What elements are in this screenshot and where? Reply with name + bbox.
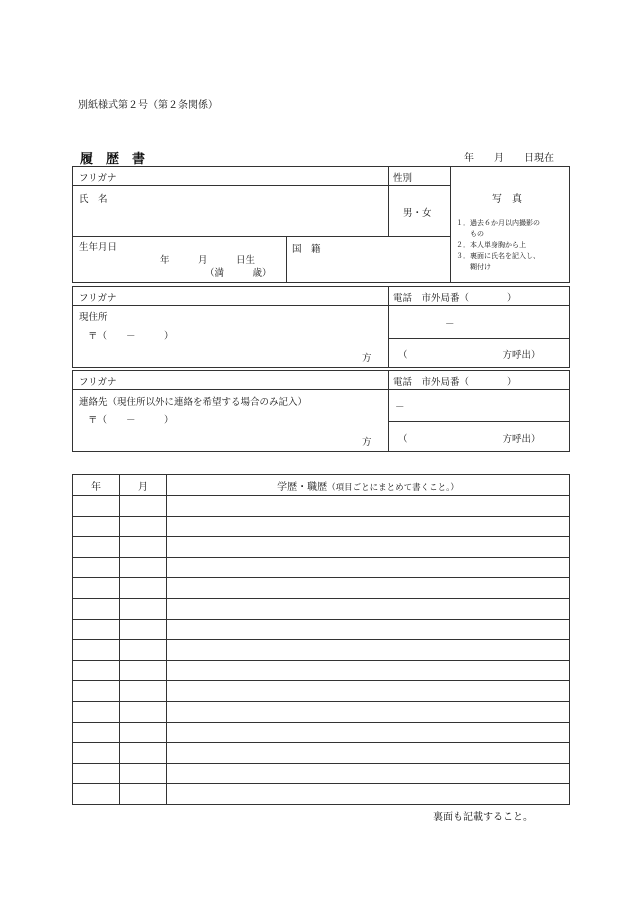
gender-value[interactable]: 男・女	[403, 208, 432, 219]
month-cell[interactable]	[120, 681, 167, 702]
month-cell[interactable]	[120, 578, 167, 599]
month-cell[interactable]	[120, 763, 167, 784]
date-line: 年 月 日現在	[464, 153, 554, 164]
content-cell[interactable]	[167, 722, 570, 743]
year-cell[interactable]	[73, 743, 120, 764]
address-phone-label[interactable]: 電話 市外局番（ ）	[393, 293, 517, 304]
month-cell[interactable]	[120, 743, 167, 764]
content-cell[interactable]	[167, 557, 570, 578]
contact-care-of: 方	[362, 437, 372, 448]
table-row	[73, 722, 570, 743]
birthdate-label: 生年月日	[79, 242, 118, 253]
name-field[interactable]	[80, 204, 384, 232]
birthdate-format[interactable]: 年 月 日生	[160, 255, 256, 266]
content-cell[interactable]	[167, 743, 570, 764]
photo-title: 写 真	[492, 194, 522, 205]
nationality-field[interactable]	[292, 254, 442, 280]
year-cell[interactable]	[73, 784, 120, 805]
form-reference: 別紙様式第２号（第２条関係）	[78, 100, 218, 111]
content-cell[interactable]	[167, 701, 570, 722]
year-cell[interactable]	[73, 722, 120, 743]
table-row	[73, 660, 570, 681]
current-care-of: 方	[362, 353, 372, 364]
content-cell[interactable]	[167, 763, 570, 784]
year-cell[interactable]	[73, 681, 120, 702]
table-row	[73, 701, 570, 722]
table-row	[73, 619, 570, 640]
month-cell[interactable]	[120, 496, 167, 517]
table-row	[73, 516, 570, 537]
year-cell[interactable]	[73, 557, 120, 578]
table-row	[73, 743, 570, 764]
current-address-label: 現住所	[79, 312, 108, 323]
table-row	[73, 496, 570, 517]
content-cell[interactable]	[167, 537, 570, 558]
year-cell[interactable]	[73, 640, 120, 661]
year-cell[interactable]	[73, 701, 120, 722]
current-call-suffix[interactable]: （ 方呼出）	[398, 350, 541, 361]
month-cell[interactable]	[120, 701, 167, 722]
contact-address-label: 連絡先（現住所以外に連絡を希望する場合のみ記入）	[79, 397, 308, 408]
current-phone-dash[interactable]: －	[445, 319, 455, 330]
year-cell[interactable]	[73, 660, 120, 681]
name-label: 氏 名	[79, 194, 108, 205]
col-month: 月	[120, 475, 167, 496]
furigana-label: フリガナ	[79, 173, 117, 184]
content-cell[interactable]	[167, 640, 570, 661]
month-cell[interactable]	[120, 516, 167, 537]
gender-label: 性別	[393, 173, 413, 184]
history-table-header	[73, 475, 570, 496]
month-cell[interactable]	[120, 640, 167, 661]
month-cell[interactable]	[120, 722, 167, 743]
month-cell[interactable]	[120, 557, 167, 578]
contact-phone-label[interactable]: 電話 市外局番（ ）	[393, 377, 517, 388]
content-cell[interactable]	[167, 619, 570, 640]
year-cell[interactable]	[73, 763, 120, 784]
table-row	[73, 681, 570, 702]
year-cell[interactable]	[73, 537, 120, 558]
content-cell[interactable]	[167, 516, 570, 537]
col-year: 年	[73, 475, 120, 496]
photo-notes: １．過去６か月以内撮影の もの ２．本人単身胸から上 ３．裏面に氏名を記入し、 糊付け	[456, 219, 540, 271]
table-row	[73, 640, 570, 661]
page-title: 履 歴 書	[80, 152, 146, 167]
month-cell[interactable]	[120, 660, 167, 681]
year-cell[interactable]	[73, 496, 120, 517]
month-cell[interactable]	[120, 598, 167, 619]
content-cell[interactable]	[167, 681, 570, 702]
table-row	[73, 784, 570, 805]
year-cell[interactable]	[73, 578, 120, 599]
footer-note: 裏面も記載すること。	[433, 812, 533, 823]
history-table	[72, 474, 570, 805]
content-cell[interactable]	[167, 660, 570, 681]
table-row	[73, 537, 570, 558]
table-row	[73, 557, 570, 578]
table-row	[73, 598, 570, 619]
age-format[interactable]: （満 歳）	[205, 268, 272, 279]
content-cell[interactable]	[167, 496, 570, 517]
month-cell[interactable]	[120, 784, 167, 805]
contact-postal-code[interactable]: 〒（ － ）	[88, 415, 174, 426]
table-row	[73, 763, 570, 784]
month-cell[interactable]	[120, 537, 167, 558]
contact-furigana-label: フリガナ	[79, 377, 117, 388]
col-content: 学歴・職歴（項目ごとにまとめて書くこと。）	[167, 475, 570, 496]
address-furigana-label: フリガナ	[79, 293, 117, 304]
nationality-label: 国 籍	[292, 244, 321, 255]
content-cell[interactable]	[167, 784, 570, 805]
year-cell[interactable]	[73, 516, 120, 537]
content-cell[interactable]	[167, 598, 570, 619]
year-cell[interactable]	[73, 619, 120, 640]
table-row	[73, 578, 570, 599]
year-cell[interactable]	[73, 598, 120, 619]
contact-phone-dash[interactable]: －	[395, 402, 405, 413]
current-postal-code[interactable]: 〒（ － ）	[88, 331, 174, 342]
content-cell[interactable]	[167, 578, 570, 599]
contact-call-suffix[interactable]: （ 方呼出）	[398, 434, 541, 445]
month-cell[interactable]	[120, 619, 167, 640]
